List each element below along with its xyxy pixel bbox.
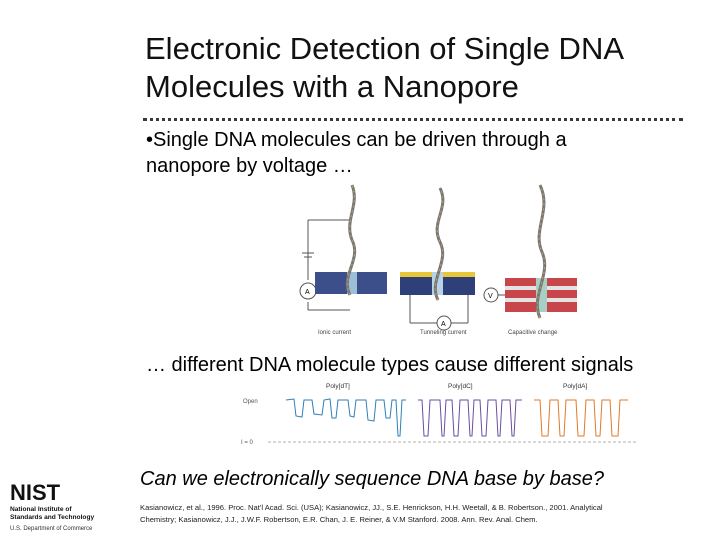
label-tunneling-current: Tunneling current	[420, 330, 467, 336]
title-line-1: Electronic Detection of Single DNA	[145, 31, 625, 66]
trace-polydt	[286, 399, 406, 436]
nist-logo	[8, 480, 138, 540]
zero-level-label: I = 0	[241, 440, 253, 446]
slide-title	[145, 30, 705, 106]
bullet-line-2: nanopore by voltage …	[146, 155, 353, 177]
closing-question: Can we electronically sequence DNA base by base?	[140, 468, 604, 490]
nanopore-schematic-figure	[290, 180, 580, 340]
current-traces-figure	[238, 378, 638, 450]
series-label-polyda: Poly[dA]	[563, 383, 588, 390]
title-divider	[143, 118, 683, 121]
ammeter-center-label: A	[441, 321, 446, 328]
signals-caption: … different DNA molecule types cause different signals	[146, 354, 634, 376]
label-ionic-current: Ionic current	[318, 330, 352, 336]
title-line-2: Molecules with a Nanopore	[145, 69, 519, 104]
series-label-polydc: Poly[dC]	[448, 383, 473, 390]
nist-line-2: Standards and Technology	[10, 514, 95, 521]
ammeter-left-label: A	[305, 289, 310, 296]
bullet-line-1: •Single DNA molecules can be driven through a	[146, 129, 567, 151]
references-line-2: Chemistry; Kasianowicz, J.J., J.W.F. Robertson, E.R. Chan, J. E. Reiner, & V.M Stanford. 2008. Ann. Rev. Anal. Chem.	[140, 515, 538, 524]
nist-line-1: National Institute of	[10, 506, 72, 513]
trace-polydc	[418, 400, 522, 436]
references-line-1: Kasianowicz, et al., 1996. Proc. Nat'l Acad. Sci. (USA); Kasianowicz, JJ., S.E. Henrickson, H.H. Weetall, & B. Robertson., 2001. Analytical	[140, 503, 603, 512]
trace-polyda	[534, 400, 628, 436]
voltmeter-label: V	[488, 293, 493, 300]
nist-line-3: U.S. Department of Commerce	[10, 526, 93, 532]
label-capacitive-change: Capacitive change	[508, 330, 558, 336]
references	[140, 502, 715, 526]
bullet-text	[146, 127, 686, 179]
nist-wordmark: NIST	[10, 480, 61, 505]
series-label-polydt: Poly[dT]	[326, 383, 350, 390]
open-level-label: Open	[243, 399, 258, 405]
